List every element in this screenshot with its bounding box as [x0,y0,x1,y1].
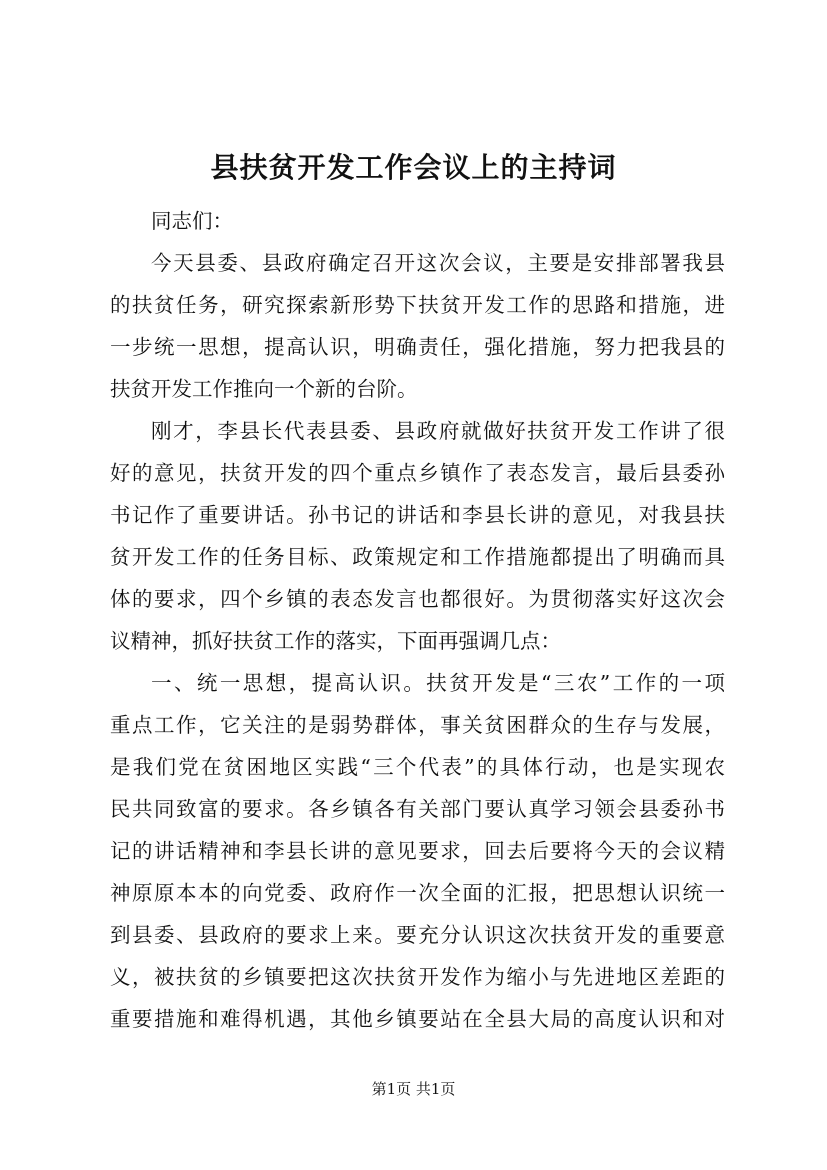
body-line: 议精神，抓好扶贫工作的落实，下面再强调几点： [110,629,561,653]
body-line: 记的讲话精神和李县长讲的意见要求，回去后要将今天的会议精 [110,839,725,863]
body-line: 贫开发工作的任务目标、政策规定和工作措施都提出了明确而具 [110,545,725,569]
body-line: 体的要求，四个乡镇的表态发言也都很好。为贯彻落实好这次会 [110,587,725,611]
page-footer: 第1页 共1页 [371,1080,456,1098]
body-line: 扶贫开发工作推向一个新的台阶。 [110,377,418,401]
body-line: 重点工作，它关注的是弱势群体，事关贫困群众的生存与发展， [110,713,725,737]
body-line: 的扶贫任务，研究探索新形势下扶贫开发工作的思路和措施，进 [110,293,725,317]
body-line: 一步统一思想，提高认识，明确责任，强化措施，努力把我县的 [110,335,725,359]
body-line: 民共同致富的要求。各乡镇各有关部门要认真学习领会县委孙书 [110,797,725,821]
body-line: 到县委、县政府的要求上来。要充分认识这次扶贫开发的重要意 [110,923,725,947]
body-line: 书记作了重要讲话。孙书记的讲话和李县长讲的意见，对我县扶 [110,503,725,527]
body-line: 好的意见，扶贫开发的四个重点乡镇作了表态发言，最后县委孙 [110,461,725,485]
body-line: 今天县委、县政府确定召开这次会议，主要是安排部署我县 [151,251,725,275]
body-line: 神原原本本的向党委、政府作一次全面的汇报，把思想认识统一 [110,881,725,905]
body-line: 是我们党在贫困地区实践“三个代表”的具体行动，也是实现农 [110,755,725,779]
document-title: 县扶贫开发工作会议上的主持词 [210,151,617,184]
document-body [110,200,725,1040]
body-line: 一、统一思想，提高认识。扶贫开发是“三农”工作的一项 [151,671,725,695]
body-line: 义，被扶贫的乡镇要把这次扶贫开发作为缩小与先进地区差距的 [110,965,725,989]
body-line: 同志们： [151,209,233,233]
body-line: 刚才，李县长代表县委、县政府就做好扶贫开发工作讲了很 [151,419,725,443]
body-line: 重要措施和难得机遇，其他乡镇要站在全县大局的高度认识和对 [110,1007,725,1031]
